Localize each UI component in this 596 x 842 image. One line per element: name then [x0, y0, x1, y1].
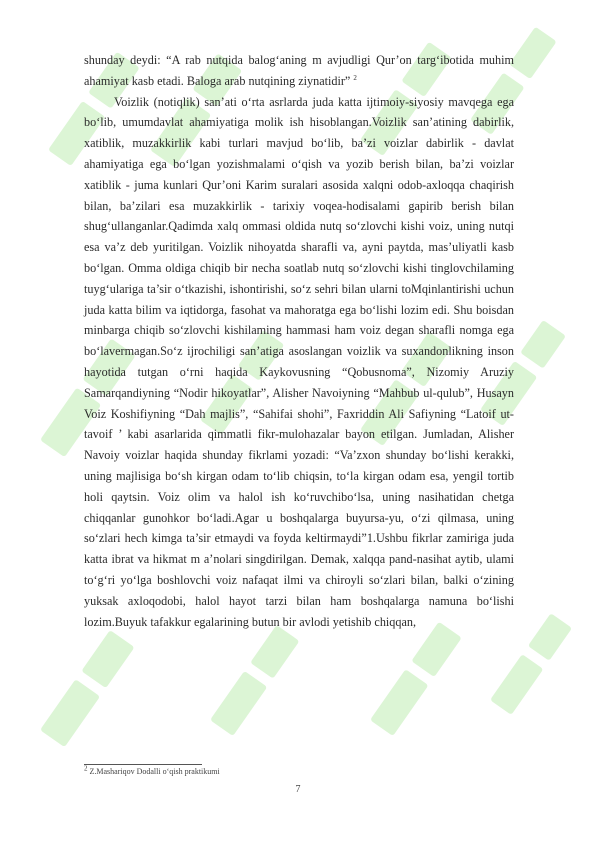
body-text: [84, 50, 514, 632]
paragraph-1: [84, 50, 514, 92]
paragraph-1-text: shunday deydi: “A rab nutqida balog‘aning m avjudligi Qur’on targ‘ibotida muhim ahamiyat kasb etadi. Baloga arab nutqining ziynatidir”: [84, 53, 514, 88]
watermark-mark: [210, 625, 299, 736]
watermark-mark: [370, 622, 462, 736]
paragraph-2: Voizlik (notiqlik) san’ati o‘rta asrlarda juda katta ijtimoiy-siyosiy mavqega ega bo‘lib, umumdavlat ahamiyatiga molik ish hisoblangan.Voizlik san’atining dabirlik, xatiblik, muzakkirlik kabi turlari mavjud bo‘lib, ba’zi voizlar dabirlik - davlat ahamiyatiga ega bo‘lgan yozishmalami o‘qish va yozib berish bilan, ba’zi voizlar xatiblik - juma kunlari Qur’oni Karim suralari asosida xalqni odob-axloqqa chaqirish bilan, ba’zilari esa muzakkirlik - tarixiy voqea-hodisalami gapirib berish bilan shug‘ullanganlar.Qadimda xalq ommasi oldida nutq so‘zlovchi kishi voiz, uning nutqi esa va’z deb yuritilgan. Voizlik nihoyatda sharafli va, ayni paytda, mas’uliyatli kasb bo‘lgan. Omma oldiga chiqib bir necha soatlab nutq so‘zlovchi kishi tinglovchilaming tuyg‘ulariga ta’sir o‘tkazishi, ishontirishi, so‘z sehri bilan ularni toMqinlantirishi uchun juda katta bilim va iqtidorga, fasohat va mahoratga ega bo‘lishi lozim edi. Shu boisdan minbarga chiqib so‘zlovchi kishilaming hammasi ham voiz degan sharafli nomga ega bo‘lavermagan.So‘z ijrochiligi san’atiga asoslangan voizlik va suxandonlikning inson hayotida tutgan o‘rni haqida Kaykovusning “Qobusnoma”, Nizomiy Aruziy Samarqandiyning “Nodir hikoyatlar”, Alisher Navoiyning “Mahbub ul-qulub”, Husayn Voiz Koshifiyning “Dah majlis”, “Sahifai shohi”, Faxriddin Ali Safiyning “Latoif ut-tavoif ’ kabi asarlarida qimmatli fikr-mulohazalar bayon etilgan. Jumladan, Alisher Navoiy voizlar haqida shunday fikrlami yozadi: “Va’zxon shunday bo‘lishi kerakki, uning majlisiga bo‘sh kirgan odam to‘lib chiqsin, to‘la kirgan odam esa, yengil tortib holi qaytsin. Voiz olim va halol ish ko‘ruvchibo‘lsa, uning nasihatidan chetga chiqqanlar gunohkor bo‘ladi.Agar u boshqalarga buyursa-yu, o‘zi qilmasa, uning so‘zlari hech kimga ta’sir etmaydi va foyda keltirmaydi”1.Ushbu fikrlar zamiriga juda katta ibrat va hikmat m a’nolari singdirilgan. Demak, xalqqa pand-nasihat aytib, ulami to‘g‘ri yo‘lga boshlovchi voiz nafaqat ilmi va chiroyli so‘zlari bilan, balki o‘zining yuksak axloqodobi, halol hayot tarzi bilan ham boshqalarga namuna bo‘lishi lozim.Buyuk tafakkur egalarining butun bir avlodi yetishib chiqqan,: [84, 94, 514, 629]
footnote-reference: 2: [353, 73, 357, 82]
page-number: 7: [295, 784, 301, 795]
watermark-mark: [40, 630, 135, 747]
footnote-text: Z.Mashariqov Dodalli o‘qish praktikumi: [87, 767, 220, 776]
footnote: [84, 764, 514, 777]
footnote-marker: 2: [84, 764, 88, 773]
footnote-separator: [84, 764, 202, 765]
